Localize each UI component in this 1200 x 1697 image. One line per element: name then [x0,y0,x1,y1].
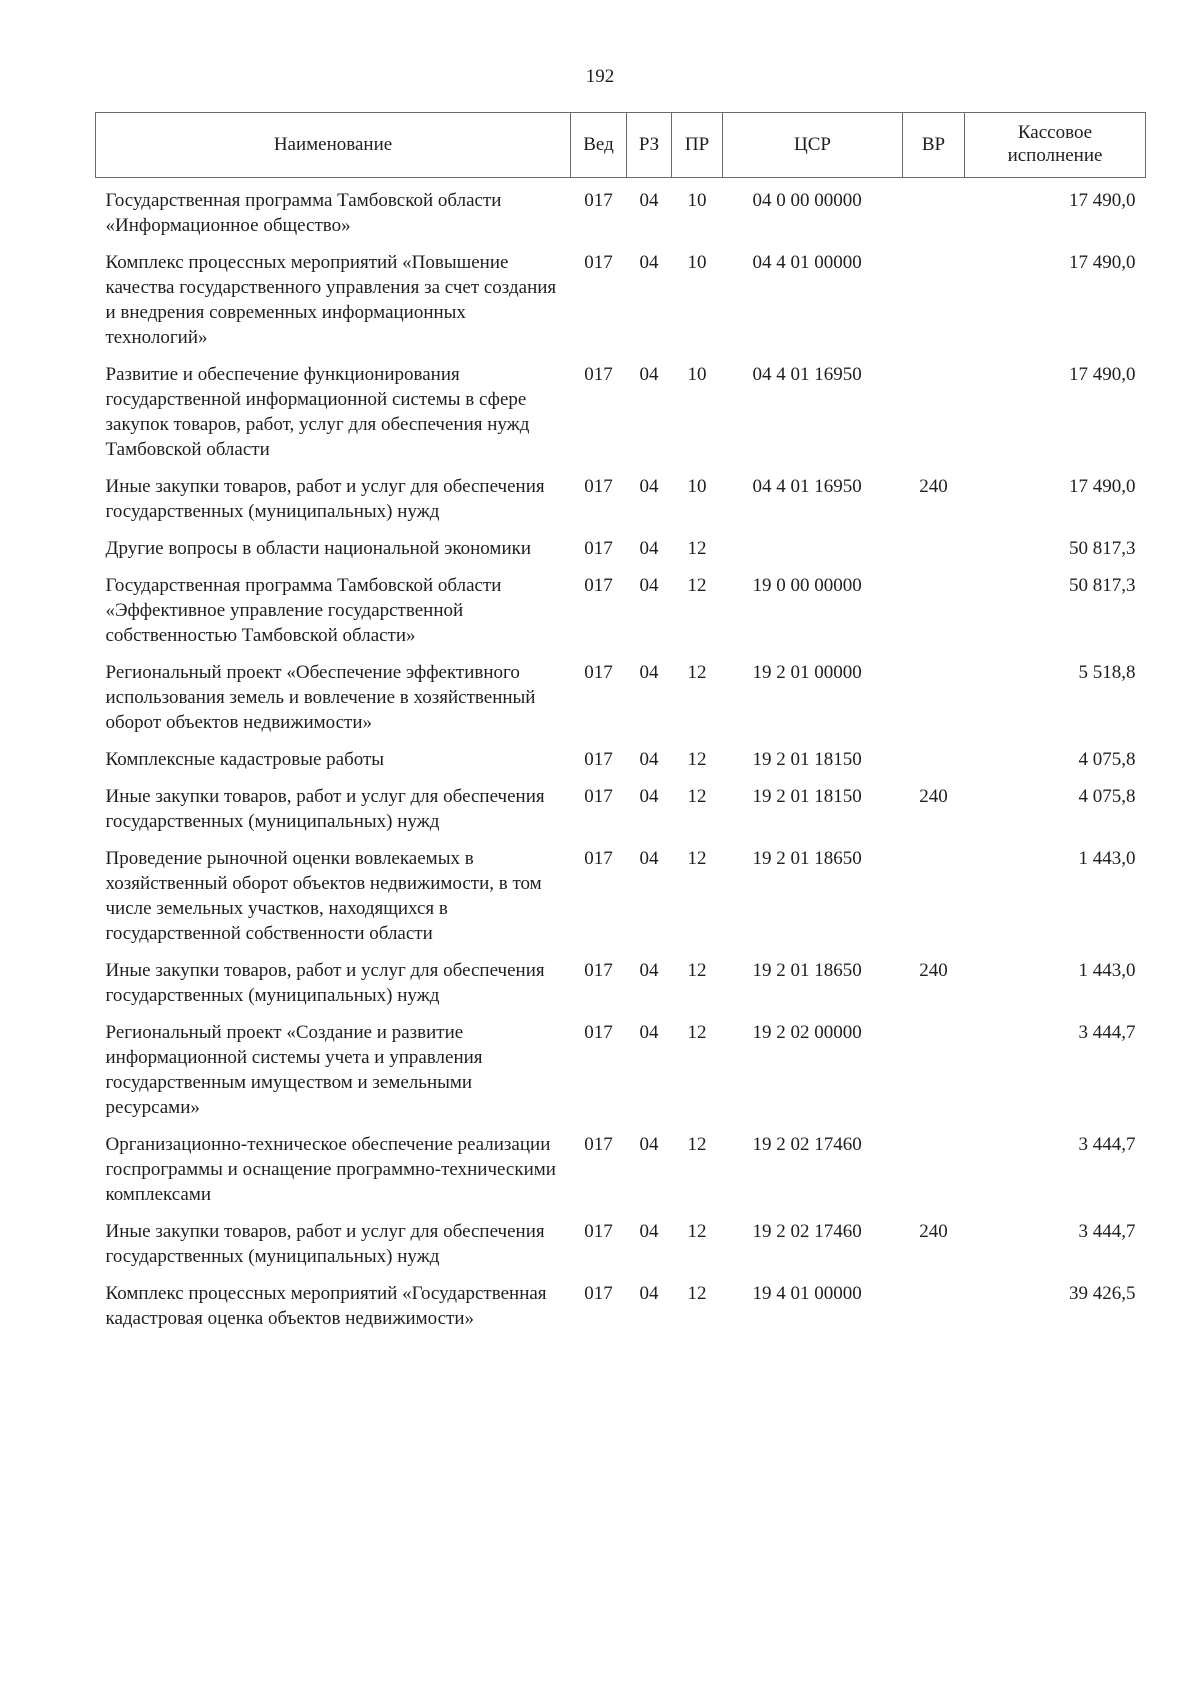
cell-vr [903,1008,965,1120]
cell-pr: 12 [687,538,707,559]
cell-csr: 19 2 02 00000 [752,1022,862,1043]
cell-kassovoe: 3 444,7 [1078,1134,1136,1155]
cell-name: Проведение рыночной оценки вовлекаемых в хозяйственный оборот объектов недвижимости, в том числе земельных участков, находящихся в государственной собственности области [105,848,542,944]
cell-rz: 04 [639,1221,659,1242]
cell-csr: 04 4 01 00000 [752,252,862,273]
cell-csr: 19 2 01 18150 [752,786,862,807]
cell-csr: 19 2 01 18150 [752,749,862,770]
table-row [96,350,1146,462]
cell-csr: 19 0 00 00000 [752,575,862,596]
cell-vr [903,648,965,735]
cell-ved: 017 [584,538,613,559]
cell-pr: 12 [687,960,707,981]
cell-vr [903,1120,965,1207]
cell-csr: 19 2 01 18650 [752,960,862,981]
header-kassovoe: Кассовое исполнение [965,113,1146,178]
cell-rz: 04 [639,749,659,770]
header-name: Наименование [96,113,571,178]
cell-vr: 240 [919,960,948,981]
cell-pr: 12 [687,848,707,869]
cell-rz: 04 [639,1134,659,1155]
cell-name: Организационно-техническое обеспечение реализации госпрограммы и оснащение программно-техническими комплексами [105,1134,556,1205]
cell-csr: 19 2 01 18650 [752,848,862,869]
table-row [96,561,1146,648]
cell-kassovoe: 1 443,0 [1078,848,1136,869]
cell-csr [723,524,903,561]
cell-vr [903,238,965,350]
cell-csr: 19 2 01 00000 [752,662,862,683]
cell-vr [903,561,965,648]
cell-ved: 017 [584,190,613,211]
cell-name: Комплексные кадастровые работы [105,749,385,770]
cell-vr [903,350,965,462]
cell-ved: 017 [584,476,613,497]
cell-ved: 017 [584,1221,613,1242]
table-row [96,946,1146,1008]
table-row [96,462,1146,524]
cell-pr: 12 [687,1022,707,1043]
cell-kassovoe: 17 490,0 [1069,252,1136,273]
cell-name: Иные закупки товаров, работ и услуг для обеспечения государственных (муниципальных) нужд [105,786,545,832]
cell-rz: 04 [639,538,659,559]
table-header [96,113,1146,178]
table-row [96,1120,1146,1207]
cell-vr [903,834,965,946]
cell-csr: 19 4 01 00000 [752,1283,862,1304]
cell-ved: 017 [584,1283,613,1304]
table-row [96,1008,1146,1120]
cell-csr: 04 4 01 16950 [752,476,862,497]
cell-vr [903,178,965,239]
cell-name: Комплекс процессных мероприятий «Повышение качества государственного управления за счет создания и внедрения современных информационных технологий» [105,252,557,348]
cell-ved: 017 [584,662,613,683]
cell-ved: 017 [584,252,613,273]
cell-pr: 10 [687,364,707,385]
header-ved: Вед [571,113,627,178]
page-number: 192 [585,66,615,87]
cell-kassovoe: 3 444,7 [1078,1022,1136,1043]
cell-ved: 017 [584,848,613,869]
cell-kassovoe: 1 443,0 [1078,960,1136,981]
cell-vr [903,524,965,561]
header-csr: ЦСР [723,113,903,178]
cell-ved: 017 [584,749,613,770]
budget-table [95,112,1146,1331]
cell-kassovoe: 3 444,7 [1078,1221,1136,1242]
cell-pr: 10 [687,476,707,497]
table-row [96,1207,1146,1269]
cell-name: Региональный проект «Создание и развитие информационной системы учета и управления государственным имуществом и земельными ресурсами» [105,1022,483,1118]
cell-pr: 10 [687,190,707,211]
cell-pr: 12 [687,575,707,596]
cell-kassovoe: 17 490,0 [1069,364,1136,385]
cell-csr: 04 4 01 16950 [752,364,862,385]
table-row [96,178,1146,239]
cell-name: Другие вопросы в области национальной экономики [105,538,532,559]
cell-pr: 10 [687,252,707,273]
cell-name: Иные закупки товаров, работ и услуг для обеспечения государственных (муниципальных) нужд [105,960,545,1006]
cell-ved: 017 [584,1134,613,1155]
cell-rz: 04 [639,252,659,273]
cell-pr: 12 [687,1283,707,1304]
cell-vr: 240 [919,1221,948,1242]
cell-kassovoe: 17 490,0 [1069,190,1136,211]
header-pr: ПР [672,113,723,178]
cell-csr: 19 2 02 17460 [752,1221,862,1242]
cell-kassovoe: 4 075,8 [1078,786,1136,807]
cell-vr [903,735,965,772]
cell-pr: 12 [687,786,707,807]
table-row [96,524,1146,561]
cell-name: Государственная программа Тамбовской области «Информационное общество» [105,190,502,236]
cell-rz: 04 [639,575,659,596]
cell-pr: 12 [687,1134,707,1155]
table-row [96,735,1146,772]
cell-vr: 240 [919,476,948,497]
cell-name: Развитие и обеспечение функционирования государственной информационной системы в сфере закупок товаров, работ, услуг для обеспечения нужд Тамбовской области [105,364,530,460]
header-rz: РЗ [627,113,672,178]
table-row [96,1269,1146,1331]
table-row [96,238,1146,350]
cell-name: Комплекс процессных мероприятий «Государственная кадастровая оценка объектов недвижимости» [105,1283,547,1329]
cell-kassovoe: 50 817,3 [1069,538,1136,559]
cell-ved: 017 [584,786,613,807]
cell-rz: 04 [639,190,659,211]
cell-vr: 240 [919,786,948,807]
cell-ved: 017 [584,1022,613,1043]
cell-name: Региональный проект «Обеспечение эффективного использования земель и вовлечение в хозяйственный оборот объектов недвижимости» [105,662,536,733]
cell-name: Иные закупки товаров, работ и услуг для обеспечения государственных (муниципальных) нужд [105,1221,545,1267]
cell-ved: 017 [584,960,613,981]
header-vr: ВР [903,113,965,178]
table-row [96,648,1146,735]
cell-rz: 04 [639,476,659,497]
cell-rz: 04 [639,1283,659,1304]
cell-ved: 017 [584,575,613,596]
cell-vr [903,1269,965,1331]
cell-rz: 04 [639,786,659,807]
cell-kassovoe: 17 490,0 [1069,476,1136,497]
cell-kassovoe: 39 426,5 [1069,1283,1136,1304]
table-row [96,772,1146,834]
cell-csr: 04 0 00 00000 [752,190,862,211]
cell-kassovoe: 4 075,8 [1078,749,1136,770]
table-body [96,178,1146,1332]
cell-pr: 12 [687,1221,707,1242]
cell-rz: 04 [639,848,659,869]
table-row [96,834,1146,946]
cell-name: Государственная программа Тамбовской области «Эффективное управление государственной собственностью Тамбовской области» [105,575,502,646]
cell-rz: 04 [639,662,659,683]
cell-rz: 04 [639,960,659,981]
cell-kassovoe: 50 817,3 [1069,575,1136,596]
cell-pr: 12 [687,749,707,770]
cell-csr: 19 2 02 17460 [752,1134,862,1155]
cell-pr: 12 [687,662,707,683]
cell-ved: 017 [584,364,613,385]
cell-name: Иные закупки товаров, работ и услуг для обеспечения государственных (муниципальных) нужд [105,476,545,522]
cell-rz: 04 [639,364,659,385]
cell-rz: 04 [639,1022,659,1043]
cell-kassovoe: 5 518,8 [1078,662,1136,683]
